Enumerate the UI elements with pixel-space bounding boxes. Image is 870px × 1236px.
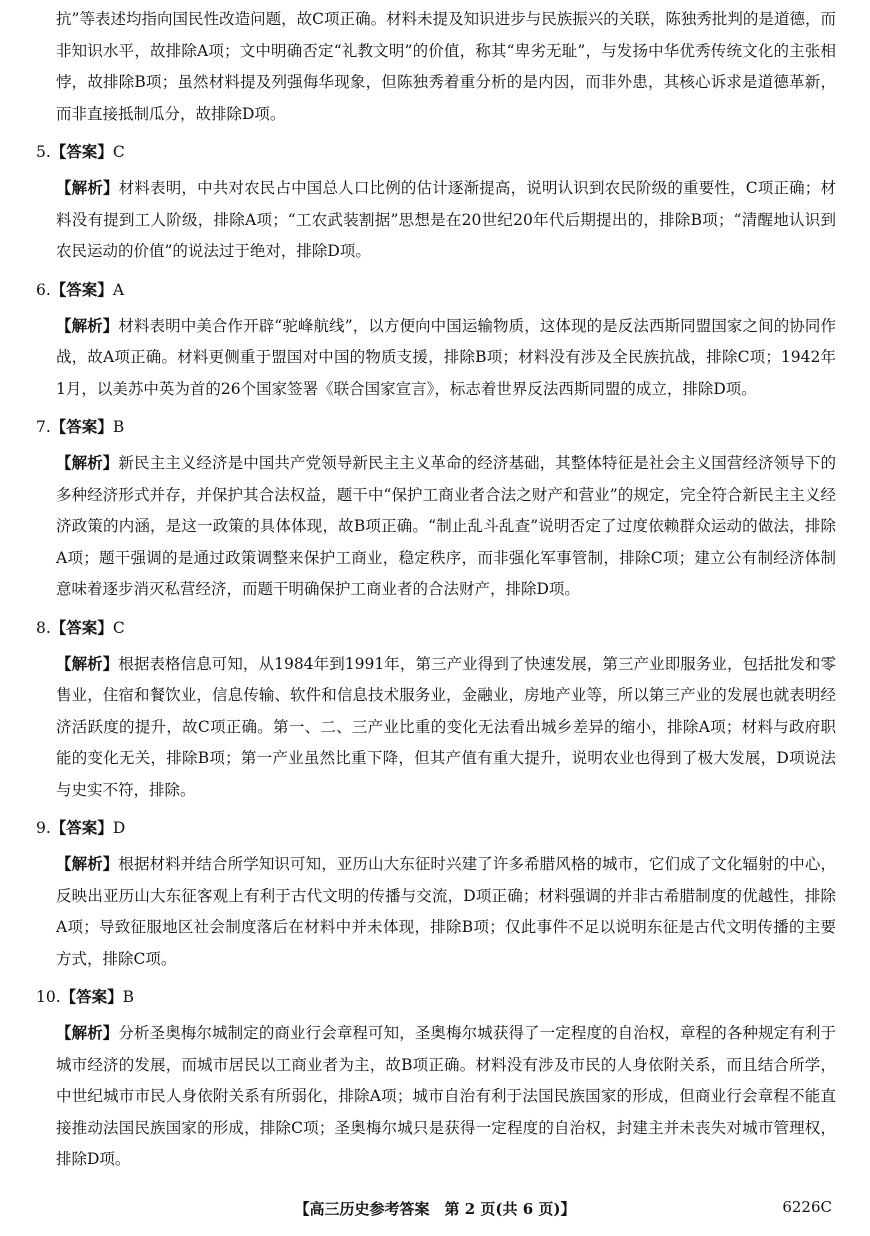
answer-choice: D xyxy=(112,819,126,837)
explanation-tag: 【解析】 xyxy=(56,315,119,335)
explanation-text: 分析圣奥梅尔城制定的商业行会章程可知，圣奥梅尔城获得了一定程度的自治权，章程的各种规定有利于城市经济的发展，而城市居民以工商业者为主，故B项正确。材料没有涉及市民的人身依附关系，而且结合所学，中世纪城市市民人身依附关系有所弱化，排除A项；城市自治有利于法国民族国家的形成，但商业行会章程不能直接推动法国民族国家的形成，排除C项；圣奥梅尔城只是获得一定程度的自治权，封建主并未丧失对城市管理权，排除D项。 xyxy=(56,1024,836,1168)
footer-code: 6226C xyxy=(782,1198,832,1216)
explanation xyxy=(56,310,836,406)
answer-choice: B xyxy=(112,418,125,436)
answer-item-7 xyxy=(36,411,836,606)
answer-line xyxy=(36,612,836,644)
answer-choice: A xyxy=(112,280,125,299)
explanation xyxy=(56,447,836,606)
answer-item-5 xyxy=(36,136,836,268)
answer-choice: C xyxy=(112,143,125,161)
question-number: 8. xyxy=(36,618,51,637)
intro-paragraph: 抗”等表述均指向国民性改造问题，故C项正确。材料未提及知识进步与民族振兴的关联，陈独秀批判的是道德，而非知识水平，故排除A项；文中明确否定“礼教文明”的价值，称其“卑劣无耻”，与发扬中华优秀传统文化的主张相悖，故排除B项；虽然材料提及列强侮华现象，但陈独秀着重分析的是内因，而非外患，其核心诉求是道德革新，而非直接抵制瓜分，故排除D项。 xyxy=(56,10,836,123)
answer-item-9 xyxy=(36,812,836,975)
footer-page-label: 【高三历史参考答案 第 2 页(共 6 页)】 xyxy=(294,1200,576,1218)
question-number: 10. xyxy=(36,988,61,1006)
explanation-text: 新民主主义经济是中国共产党领导新民主主义革命的经济基础，其整体特征是社会主义国营经济领导下的多种经济形式并存，并保护其合法权益，题干中“保护工商业者合法之财产和营业”的规定，完全符合新民主主义经济政策的内涵，是这一政策的具体体现，故B项正确。“制止乱斗乱查”说明否定了过度依赖群众运动的做法，排除A项；题干强调的是通过政策调整来保护工商业，稳定秩序，而非强化军事管制，排除C项；建立公有制经济体制意味着逐步消灭私营经济，而题干明确保护工商业者的合法财产，排除D项。 xyxy=(56,454,836,598)
explanation xyxy=(56,1017,836,1176)
explanation-tag: 【解析】 xyxy=(56,854,119,873)
answer-tag: 【答案】 xyxy=(50,617,113,637)
explanation-tag: 【解析】 xyxy=(56,453,119,472)
answer-content xyxy=(36,4,836,1180)
explanation-text: 材料表明中美合作开辟“驼峰航线”，以方便向中国运输物质，这体现的是反法西斯同盟国家之间的协同作战，故A项正确。材料更侧重于盟国对中国的物质支援，排除B项；材料没有涉及全民族抗战，排除C项；1942年1月，以美苏中英为首的26个国家签署《联合国家宣言》，标志着世界反法西斯同盟的成立，排除D项。 xyxy=(56,316,836,398)
answer-line xyxy=(36,981,836,1013)
answer-line xyxy=(36,411,836,443)
answer-tag: 【答案】 xyxy=(50,279,113,299)
answer-tag: 【答案】 xyxy=(50,142,113,161)
answer-line xyxy=(36,812,836,844)
explanation-text: 材料表明，中共对农民占中国总人口比例的估计逐渐提高，说明认识到农民阶级的重要性，C项正确；材料没有提到工人阶级，排除A项；“工农武装割据”思想是在20世纪20年代后期提出的，排除B项；“清醒地认识到农民运动的价值”的说法过于绝对，排除D项。 xyxy=(56,179,836,260)
explanation-tag: 【解析】 xyxy=(56,178,119,197)
explanation-text: 根据表格信息可知，从1984年到1991年，第三产业得到了快速发展，第三产业即服务业，包括批发和零售业，住宿和餐饮业，信息传输、软件和信息技术服务业，金融业，房地产业等，所以第三产业的发展也就表明经济活跃度的提升，故C项正确。第一、二、三产业比重的变化无法看出城乡差异的缩小，排除A项；材料与政府职能的变化无关，排除B项；第一产业虽然比重下降，但其产值有重大提升，说明农业也得到了极大发展，D项说法与史实不符，排除。 xyxy=(56,654,836,799)
answer-line xyxy=(36,136,836,168)
question-number: 6. xyxy=(36,280,51,299)
explanation xyxy=(56,172,836,268)
answer-item-8 xyxy=(36,612,836,807)
answer-choice: C xyxy=(112,618,125,637)
answer-tag: 【答案】 xyxy=(50,818,113,837)
explanation-tag: 【解析】 xyxy=(56,653,119,673)
answer-line xyxy=(36,274,836,306)
question-number: 7. xyxy=(36,418,51,436)
answer-tag: 【答案】 xyxy=(50,417,113,436)
question-number: 9. xyxy=(36,819,51,837)
answer-item-6 xyxy=(36,274,836,406)
answer-choice: B xyxy=(122,988,135,1006)
explanation-text: 根据材料并结合所学知识可知，亚历山大东征时兴建了许多希腊风格的城市，它们成了文化辐射的中心，反映出亚历山大东征客观上有利于古代文明的传播与交流，D项正确；材料强调的并非古希腊制度的优越性，排除A项；导致征服地区社会制度落后在材料中并未体现，排除B项；仅此事件不足以说明东征是古代文明传播的主要方式，排除C项。 xyxy=(56,855,836,968)
page-footer xyxy=(0,1198,870,1222)
explanation xyxy=(56,848,836,975)
question-number: 5. xyxy=(36,143,51,161)
explanation xyxy=(56,648,836,807)
explanation-tag: 【解析】 xyxy=(56,1023,119,1042)
answer-tag: 【答案】 xyxy=(60,987,123,1006)
answer-item-10 xyxy=(36,981,836,1176)
